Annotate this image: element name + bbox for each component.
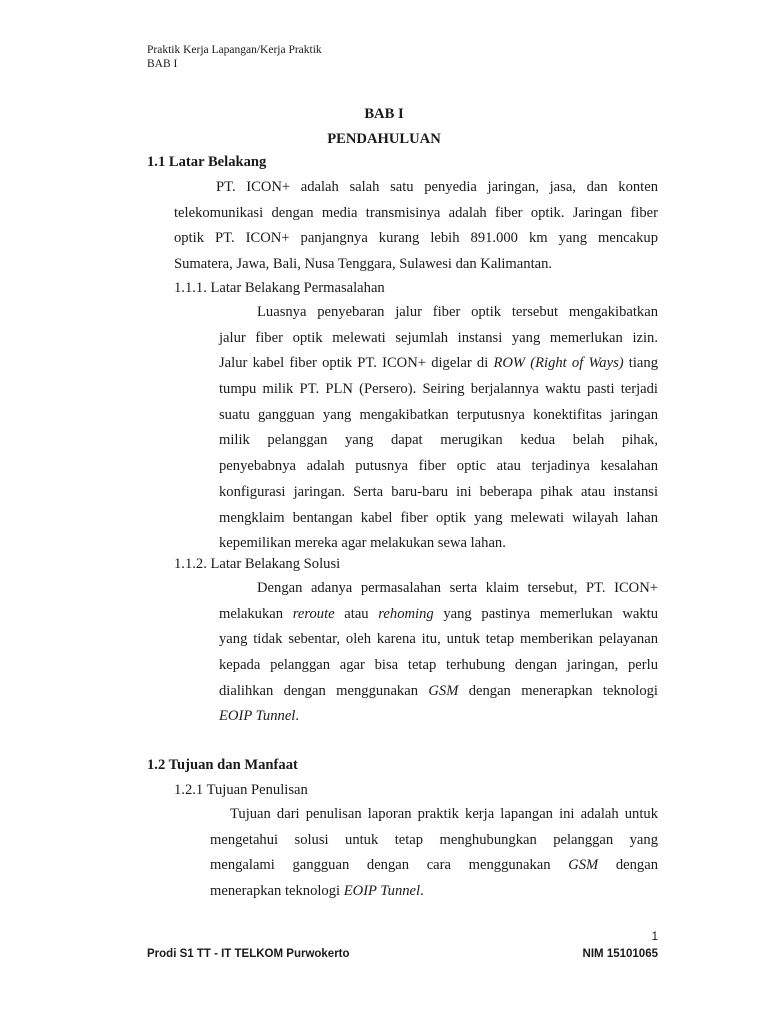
paragraph-line <box>210 853 658 879</box>
text-run: dengan menerapkan teknologi <box>458 682 658 699</box>
footer-student-id: NIM 15101065 <box>582 948 658 960</box>
paragraph-line: kepemilikan mereka agar melakukan sewa lahan. <box>219 535 506 552</box>
paragraph-tujuan <box>210 802 658 905</box>
paragraph-line: telekomunikasi dengan media transmisinya adalah fiber optik. Jaringan fiber <box>174 204 658 221</box>
paragraph-line: Dengan adanya permasalahan serta klaim tersebut, PT. ICON+ <box>257 580 658 596</box>
italic-term-reroute: reroute <box>292 605 335 622</box>
paragraph-line: penyebabnya adalah putusnya fiber optic atau terjadinya kesalahan <box>219 458 658 475</box>
text-run: tiang <box>623 355 658 372</box>
footer-institution: Prodi S1 TT - IT TELKOM Purwokerto <box>147 948 350 960</box>
chapter-title: PENDAHULUAN <box>327 131 441 147</box>
subsection-heading-1-1-2: 1.1.2. Latar Belakang Solusi <box>174 556 341 572</box>
paragraph-line: milik pelanggan yang dapat merugikan kedua belah pihak, <box>219 432 658 449</box>
paragraph-line: Tujuan dari penulisan laporan praktik kerja lapangan ini adalah untuk <box>230 806 658 822</box>
paragraph-line: yang tidak sebentar, oleh karena itu, untuk tetap memberikan pelayanan <box>219 631 658 648</box>
text-run: . <box>420 883 424 900</box>
section-heading-1-1: 1.1 Latar Belakang <box>147 154 267 170</box>
paragraph-line <box>219 704 658 730</box>
text-run: menerapkan teknologi <box>210 883 344 900</box>
paragraph-line: PT. ICON+ adalah salah satu penyedia jaringan, jasa, dan konten <box>216 179 658 195</box>
text-run: . <box>295 708 300 725</box>
paragraph-line <box>219 679 658 705</box>
text-run: melakukan <box>219 605 293 622</box>
paragraph-line: kepada pelanggan agar bisa tetap terhubung dengan jaringan, perlu <box>219 657 658 674</box>
text-run: dengan <box>598 857 658 874</box>
paragraph-line: optik PT. ICON+ panjangnya kurang lebih 891.000 km yang mencakup <box>174 230 658 247</box>
paragraph-line: tumpu milik PT. PLN (Persero). Seiring berjalannya waktu pasti terjadi <box>219 381 658 398</box>
subsection-heading-1-1-1: 1.1.1. Latar Belakang Permasalahan <box>174 280 385 296</box>
running-header-chapter: BAB I <box>147 58 178 70</box>
paragraph-line: konfigurasi jaringan. Serta baru-baru ini beberapa pihak atau instansi <box>219 483 658 500</box>
italic-term-gsm: GSM <box>428 682 459 699</box>
italic-term-rehoming: rehoming <box>378 605 434 622</box>
italic-term-eoip: EOIP Tunnel <box>343 883 421 900</box>
paragraph-line: suatu gangguan yang mengakibatkan terputusnya konektifitas jaringan <box>219 406 658 423</box>
paragraph-solusi <box>219 576 658 730</box>
subsection-heading-1-2-1: 1.2.1 Tujuan Penulisan <box>174 782 308 798</box>
paragraph-latar-belakang <box>174 175 658 278</box>
paragraph-line <box>219 351 658 377</box>
paragraph-line: jalur fiber optik melewati sejumlah instansi yang memerlukan izin. <box>219 329 658 346</box>
text-run: mengalami gangguan dengan cara menggunakan <box>210 857 569 874</box>
text-run: atau <box>334 605 379 622</box>
section-heading-1-2: 1.2 Tujuan dan Manfaat <box>147 757 298 773</box>
italic-term-row: ROW (Right of Ways) <box>493 355 624 372</box>
paragraph-line: mengklaim bentangan kabel fiber optik yang melewati wilayah lahan <box>219 509 658 526</box>
paragraph-line: Luasnya penyebaran jalur fiber optik tersebut mengakibatkan <box>257 304 658 320</box>
chapter-number: BAB I <box>364 106 404 122</box>
paragraph-line <box>210 879 658 905</box>
italic-term-eoip: EOIP Tunnel <box>219 708 296 725</box>
paragraph-line: Sumatera, Jawa, Bali, Nusa Tenggara, Sulawesi dan Kalimantan. <box>174 256 553 273</box>
page-number: 1 <box>651 931 658 943</box>
running-header-title: Praktik Kerja Lapangan/Kerja Praktik <box>147 44 322 56</box>
text-run: Jalur kabel fiber optik PT. ICON+ digelar di <box>219 355 494 372</box>
italic-term-gsm: GSM <box>568 857 599 874</box>
text-run: dialihkan dengan menggunakan <box>219 682 429 699</box>
text-run: yang pastinya memerlukan waktu <box>433 605 659 622</box>
paragraph-line: mengetahui solusi untuk tetap menghubungkan pelanggan yang <box>210 831 658 848</box>
paragraph-permasalahan <box>219 300 658 557</box>
paragraph-line <box>219 602 658 628</box>
